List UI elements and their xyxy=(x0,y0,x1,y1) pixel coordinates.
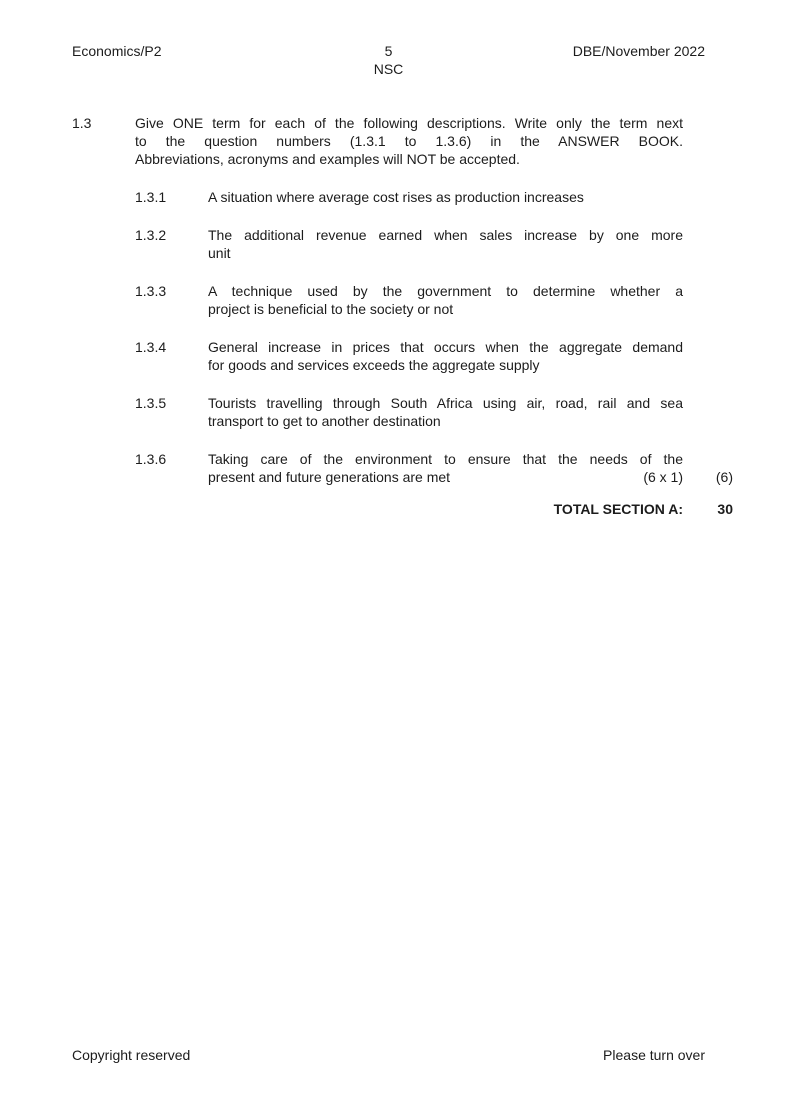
item-line: Taking care of the environment to ensure that the needs of the xyxy=(208,451,683,467)
nsc-label: NSC xyxy=(373,61,404,77)
question-item-1-3-1 xyxy=(135,188,683,206)
question-section xyxy=(72,114,733,518)
item-line: for goods and services exceeds the aggregate supply xyxy=(208,357,540,373)
item-line: project is beneficial to the society or not xyxy=(208,301,454,317)
question-intro xyxy=(72,114,683,168)
item-text xyxy=(208,450,683,486)
page-header xyxy=(72,42,705,78)
question-item-1-3-6 xyxy=(135,450,733,486)
mark-allocation: (6 x 1) xyxy=(643,469,683,485)
turn-over-notice: Please turn over xyxy=(603,1047,705,1063)
item-marks: (6) xyxy=(715,469,733,485)
question-item-1-3-4 xyxy=(135,338,683,374)
item-number: 1.3.6 xyxy=(135,451,167,467)
item-text xyxy=(208,282,683,318)
item-line: The additional revenue earned when sales increase by one more xyxy=(208,227,683,243)
item-text xyxy=(208,394,683,430)
item-number: 1.3.5 xyxy=(135,395,167,411)
question-intro-text xyxy=(135,114,683,168)
item-line xyxy=(208,468,683,486)
item-number: 1.3.4 xyxy=(135,339,167,355)
question-number: 1.3 xyxy=(72,115,92,131)
total-marks: 30 xyxy=(717,501,733,517)
total-label: TOTAL SECTION A: xyxy=(553,501,683,517)
copyright-notice: Copyright reserved xyxy=(72,1047,191,1063)
page-number: 5 xyxy=(384,43,393,59)
item-number: 1.3.1 xyxy=(135,189,167,205)
item-number: 1.3.3 xyxy=(135,283,167,299)
question-item-1-3-5 xyxy=(135,394,683,430)
item-text xyxy=(208,338,683,374)
item-line: Tourists travelling through South Africa using air, road, rail and sea xyxy=(208,395,683,411)
question-item-1-3-2 xyxy=(135,226,683,262)
intro-line: Abbreviations, acronyms and examples will NOT be accepted. xyxy=(135,151,520,167)
page-footer xyxy=(72,1046,705,1064)
header-paper-title: Economics/P2 xyxy=(72,43,162,59)
item-text xyxy=(208,188,683,206)
item-line-text: present and future generations are met xyxy=(208,469,451,485)
item-text xyxy=(208,226,683,262)
intro-line: to the question numbers (1.3.1 to 1.3.6) in the ANSWER BOOK. xyxy=(135,133,683,149)
header-exam-session: DBE/November 2022 xyxy=(572,43,705,59)
item-line: A technique used by the government to determine whether a xyxy=(208,283,683,299)
question-item-1-3-3 xyxy=(135,282,683,318)
item-number: 1.3.2 xyxy=(135,227,167,243)
item-line: General increase in prices that occurs when the aggregate demand xyxy=(208,339,683,355)
intro-line: Give ONE term for each of the following descriptions. Write only the term next xyxy=(135,115,683,131)
item-line: A situation where average cost rises as production increases xyxy=(208,189,584,205)
item-line: unit xyxy=(208,245,231,261)
item-line: transport to get to another destination xyxy=(208,413,441,429)
section-total-row xyxy=(72,500,733,518)
